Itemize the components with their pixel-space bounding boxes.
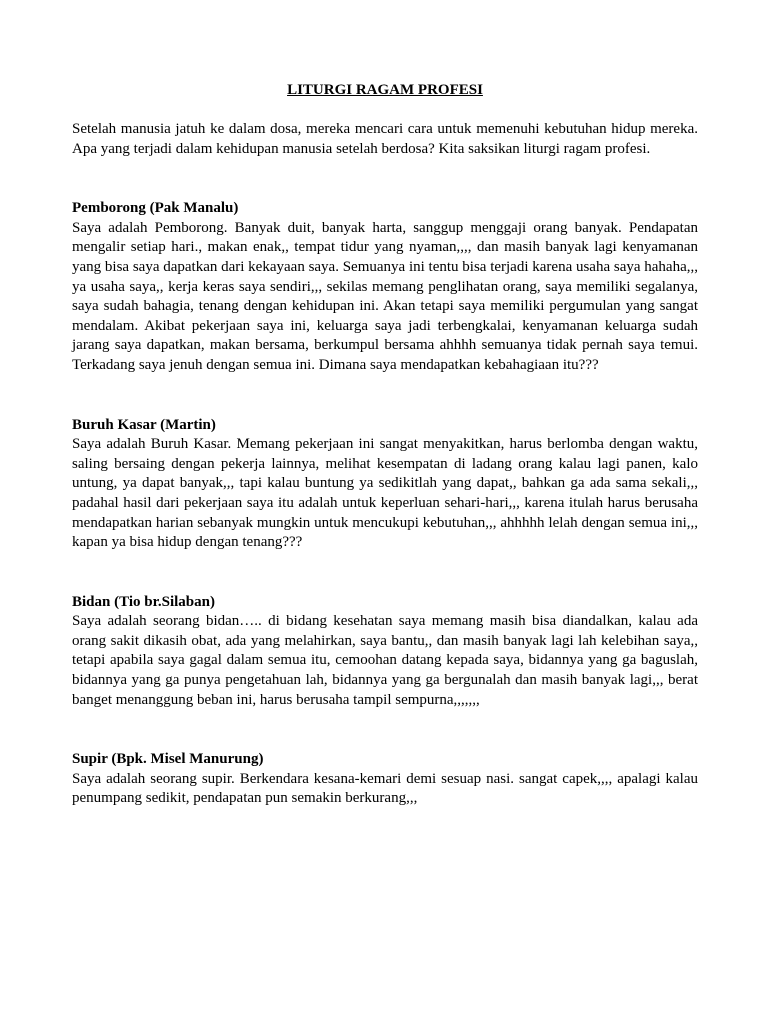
section-body: Saya adalah Pemborong. Banyak duit, banyak harta, sanggup menggaji orang banyak. Pendapatan mengalir setiap hari., makan enak,, tempat tidur yang nyaman,,,, dan masih banyak lagi kenyamanan yang bisa saya dapatkan dari kekayaan saya. Semuanya ini tentu bisa terjadi karena usaha saya hahaha,,, ya usaha saya,, kerja keras saya sendiri,,, sekilas memang penglihatan orang, saya memiliki segalanya, saya sudah bahagia, tenang dengan kehidupan ini. Akan tetapi saya memiliki pergumulan yang sangat mendalam. Akibat pekerjaan saya ini, keluarga saya jadi terbengkalai, kenyamanan keluarga sudah jarang saya dapatkan, makan bersama, berkumpul bersama ahhhh semuanya tidak pernah saya temui. Terkadang saya jenuh dengan semua ini. Dimana saya mendapatkan kebahagiaan itu??? bbox=[72, 219, 699, 373]
section-heading: Supir (Bpk. Misel Manurung) bbox=[72, 751, 264, 768]
section-body: Saya adalah seorang supir. Berkendara kesana-kemari demi sesuap nasi. sangat capek,,,, apalagi kalau penumpang sedikit, pendapatan pun semakin berkurang,,, bbox=[72, 770, 698, 807]
intro-paragraph: Setelah manusia jatuh ke dalam dosa, mereka mencari cara untuk memenuhi kebutuhan hidup mereka. Apa yang terjadi dalam kehidupan manusia setelah berdosa? Kita saksikan liturgi ragam profesi. bbox=[72, 121, 698, 157]
section-bidan bbox=[72, 593, 698, 711]
section-supir bbox=[72, 750, 698, 809]
section-heading: Buruh Kasar (Martin) bbox=[72, 416, 216, 433]
document-page bbox=[72, 80, 698, 809]
section-body: Saya adalah Buruh Kasar. Memang pekerjaan ini sangat menyakitkan, harus berlomba dengan waktu, saling bersaing dengan pekerja lainnya, melihat kesempatan di ladang orang kalau lagi panen, kalo untung, ya dapat banyak,,, tapi kalau buntung ya sedikitlah yang dapat,, bahkan ga ada sama sekali,,, padahal hasil dari pekerjaan saya itu adalah untuk keperluan sehari-hari,,, karena itulah harus berusaha mendapatkan harian sebanyak mungkin untuk mencukupi kebutuhan,,, ahhhhh lelah dengan semua ini,,, kapan ya bisa hidup dengan tenang??? bbox=[72, 436, 698, 551]
document-title: LITURGI RAGAM PROFESI bbox=[287, 82, 483, 98]
section-pemborong bbox=[72, 199, 698, 375]
section-body: Saya adalah seorang bidan….. di bidang kesehatan saya memang masih bisa diandalkan, kalau ada orang sakit dikasih obat, ada yang melahirkan, saya bantu,, dan masih banyak lagi lah kelebihan saya,, tetapi apabila saya gagal dalam semua itu, cemoohan datang kepada saya, bidannya yang ga baguslah, bidannya yang ga punya pengetahuan lah, bidannya yang ga bergunalah dan masih banyak lagi,,, berat banget menanggung beban ini, harus berusaha tampil sempurna,,,,,,, bbox=[72, 613, 698, 708]
section-heading: Bidan (Tio br.Silaban) bbox=[72, 593, 215, 610]
section-heading: Pemborong (Pak Manalu) bbox=[72, 200, 239, 217]
section-buruh-kasar bbox=[72, 416, 698, 553]
